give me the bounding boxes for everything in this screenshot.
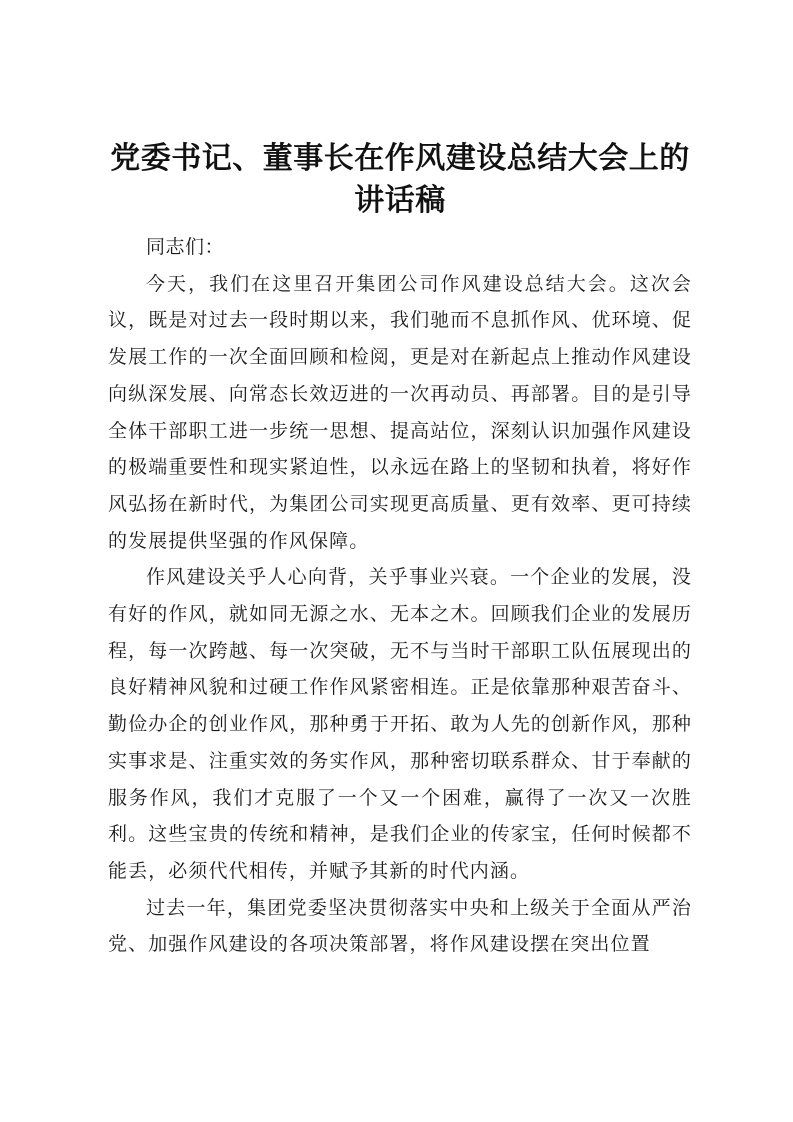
document-title: 党委书记、董事长在作风建设总结大会上的讲话稿 [110, 141, 690, 218]
document-body [108, 229, 692, 963]
paragraph-2: 作风建设关乎人心向背，关乎事业兴衰。一个企业的发展，没有好的作风，就如同无源之水、无本之木。回顾我们企业的发展历程，每一次跨越、每一次突破，无不与当时干部职工队伍展现出的良好精神风貌和过硬工作作风紧密相连。正是依靠那种艰苦奋斗、勤俭办企的创业作风，那种勇于开拓、敢为人先的创新作风，那种实事求是、注重实效的务实作风，那种密切联系群众、甘于奉献的服务作风，我们才克服了一个又一个困难，赢得了一次又一次胜利。这些宝贵的传统和精神，是我们企业的传家宝，任何时候都不能丢，必须代代相传，并赋予其新的时代内涵。 [108, 566, 692, 882]
paragraph-3: 过去一年，集团党委坚决贯彻落实中央和上级关于全面从严治党、加强作风建设的各项决策部署，将作风建设摆在突出位置 [108, 896, 692, 956]
salutation: 同志们： [146, 236, 225, 258]
paragraph-1: 今天，我们在这里召开集团公司作风建设总结大会。这次会议，既是对过去一段时期以来，我们驰而不息抓作风、优环境、促发展工作的一次全面回顾和检阅，更是对在新起点上推动作风建设向纵深发展、向常态长效迈进的一次再动员、再部署。目的是引导全体干部职工进一步统一思想、提高站位，深刻认识加强作风建设的极端重要性和现实紧迫性，以永远在路上的坚韧和执着，将好作风弘扬在新时代，为集团公司实现更高质量、更有效率、更可持续的发展提供坚强的作风保障。 [108, 272, 692, 552]
